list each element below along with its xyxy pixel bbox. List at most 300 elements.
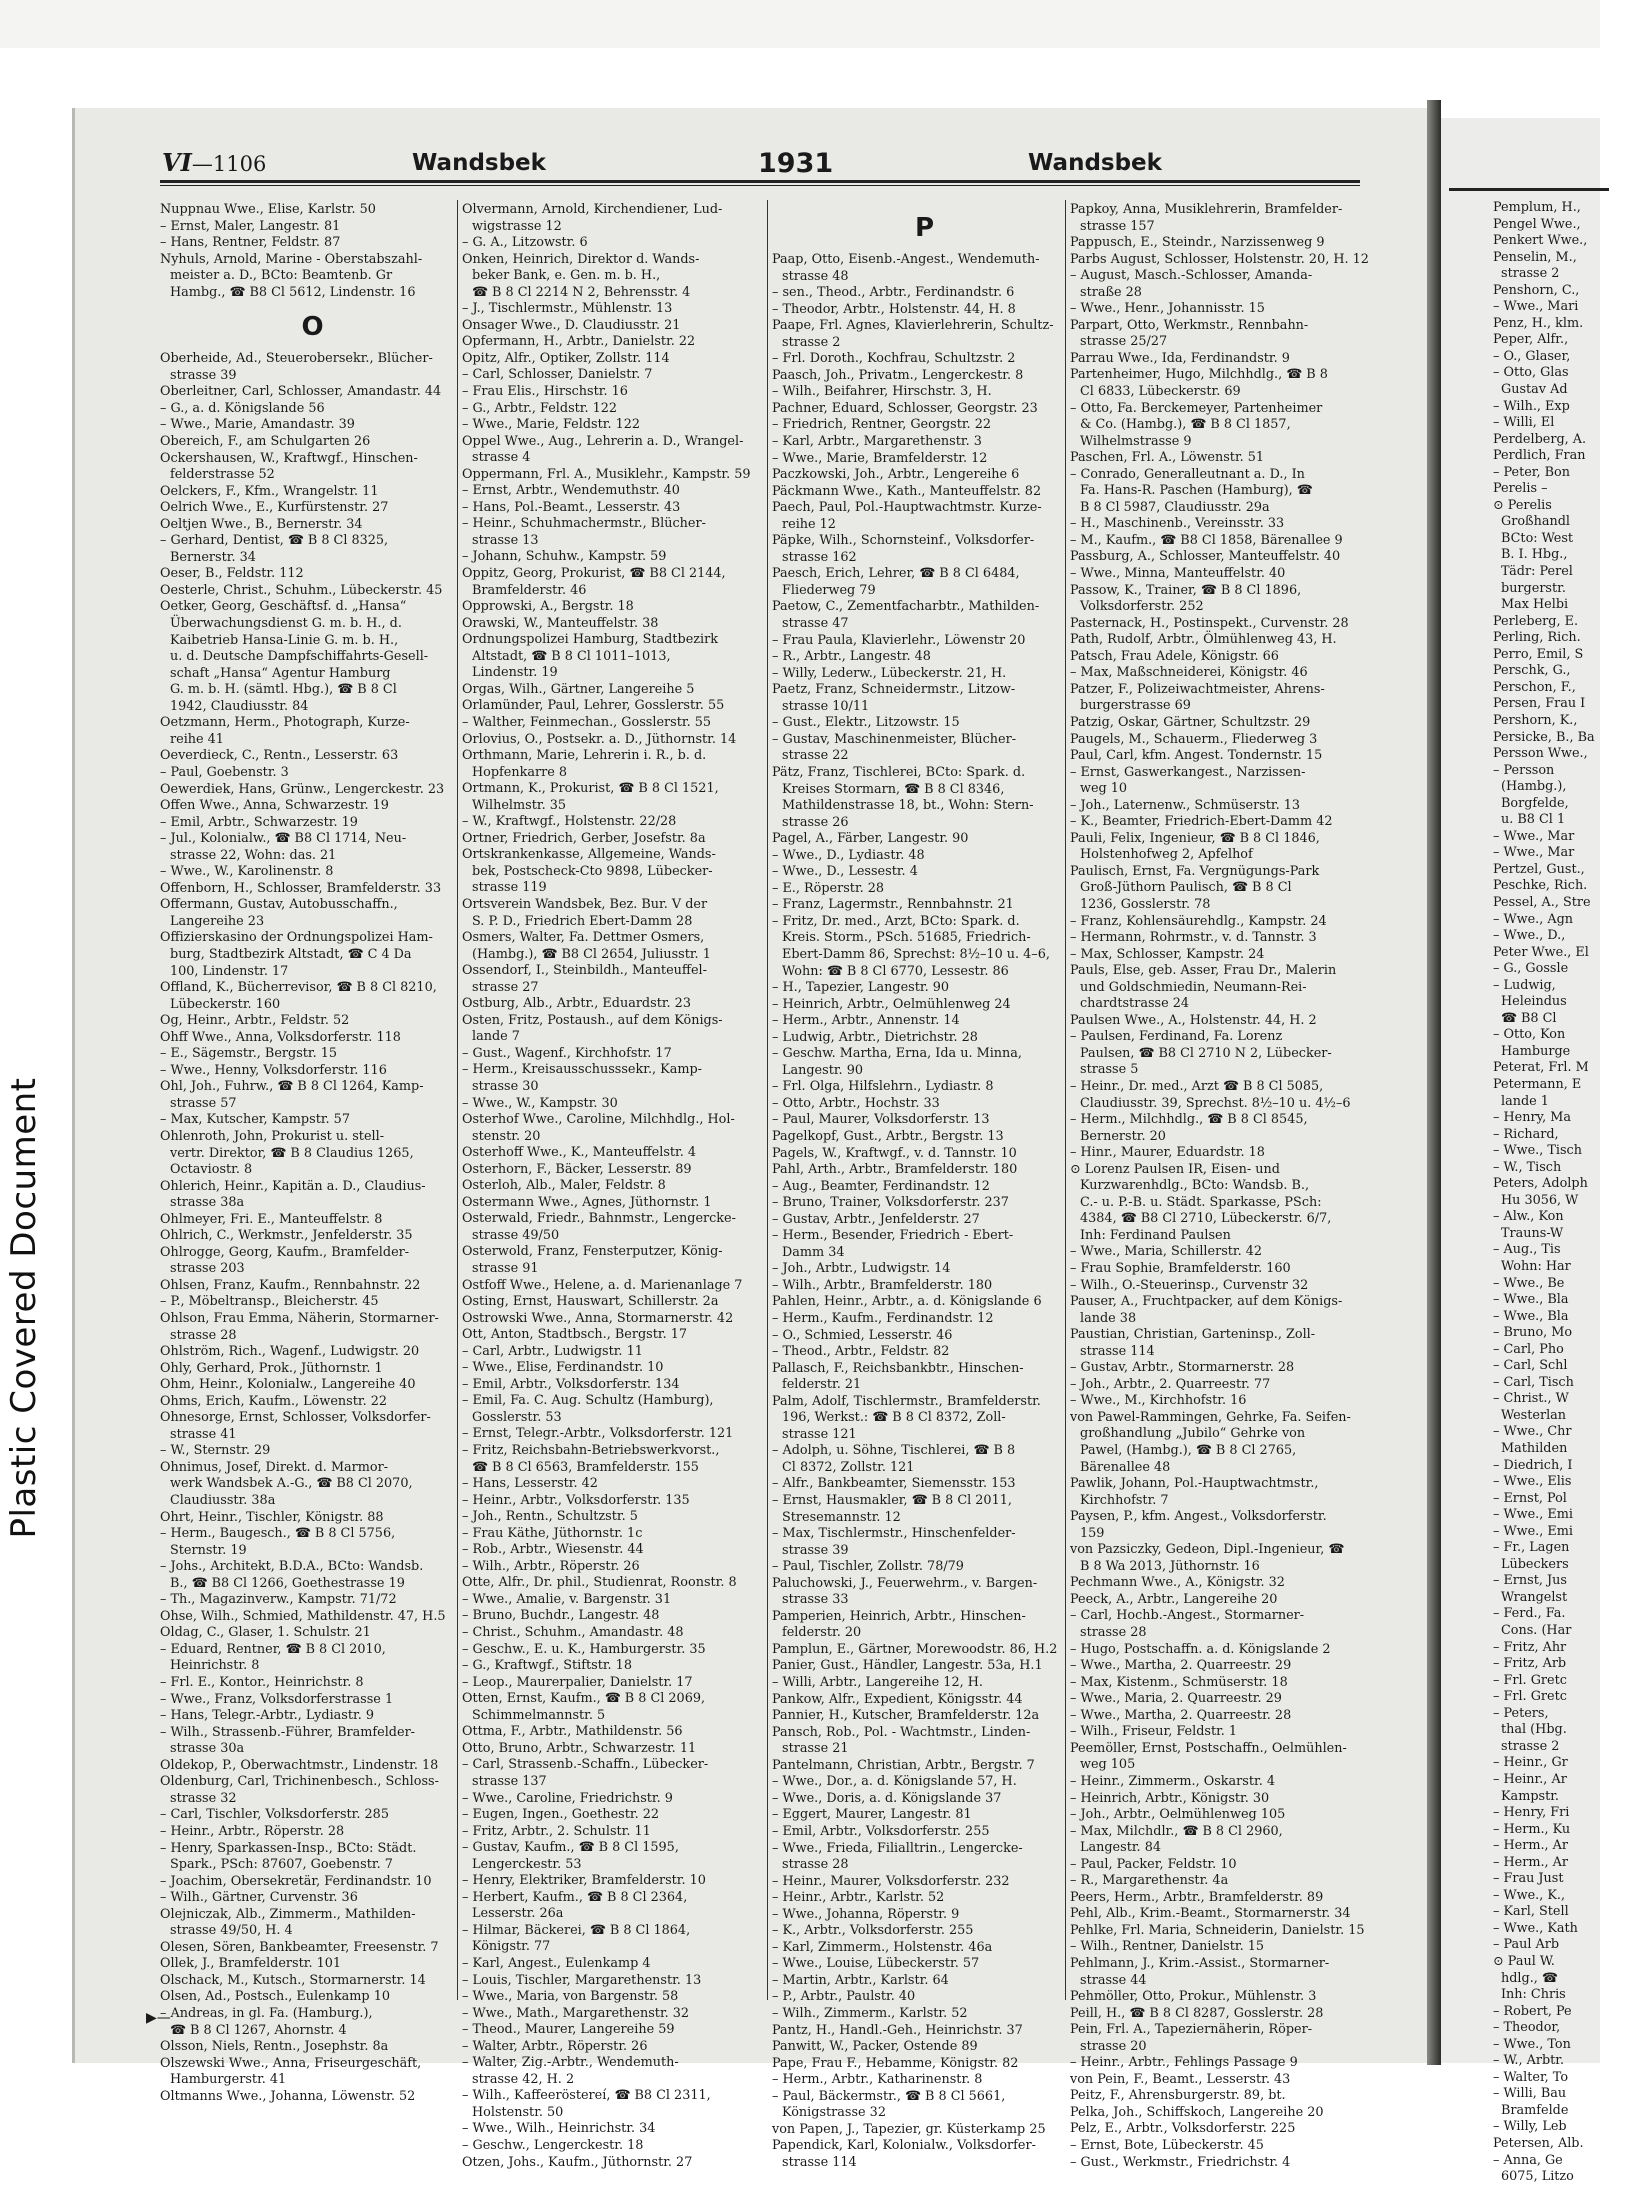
- directory-entry: Offizierskasino der Ordnungspolizei Ham-: [160, 930, 433, 946]
- directory-entry: Altstadt, ☎ B 8 Cl 1011–1013,: [472, 648, 671, 664]
- adjacent-entry: Borgfelde,: [1501, 795, 1569, 811]
- directory-entry: und Goldschmiedin, Neumann-Rei-: [1080, 979, 1307, 995]
- directory-entry: Paetow, C., Zementfacharbtr., Mathilden-: [772, 599, 1040, 615]
- adjacent-entry: Bramfelde: [1501, 2102, 1569, 2118]
- adjacent-entry: – Henry, Ma: [1493, 1110, 1571, 1126]
- adjacent-entry: Westerlan: [1501, 1407, 1567, 1423]
- directory-entry: Ostermann Wwe., Agnes, Jüthornstr. 1: [462, 1194, 712, 1210]
- adjacent-entry: Peper, Alfr.,: [1493, 332, 1569, 348]
- directory-entry: Paap, Otto, Eisenb.-Angest., Wendemuth-: [772, 252, 1040, 267]
- directory-entry: Papkoy, Anna, Musiklehrerin, Bramfelder-: [1070, 202, 1343, 217]
- directory-entry: Oewerdiek, Hans, Grünw., Lengerckestr. 23: [160, 781, 445, 797]
- directory-entry: u. d. Deutsche Dampfschiffahrts-Gesell-: [170, 649, 429, 665]
- adjacent-entry: Persen, Frau I: [1493, 696, 1586, 712]
- adjacent-entry: Pessel, A., Stre: [1493, 894, 1591, 910]
- directory-entry: – Paul, Tischler, Zollstr. 78/79: [772, 1559, 964, 1575]
- directory-entry: – Heinrich, Arbtr., Oelmühlenweg 24: [772, 996, 1011, 1012]
- side-label: Plastic Covered Document: [4, 1077, 44, 1539]
- directory-entry: – Herm., Baugesch., ☎ B 8 Cl 5756,: [160, 1526, 396, 1542]
- directory-entry: – Paul, Packer, Feldstr. 10: [1070, 1856, 1237, 1872]
- directory-entry: strasse 39: [782, 1542, 849, 1558]
- directory-entry: 4384, ☎ B8 Cl 2710, Lübeckerstr. 6/7,: [1080, 1211, 1332, 1227]
- directory-entry: – Adolph, u. Söhne, Tischlerei, ☎ B 8: [772, 1443, 1016, 1459]
- directory-column-4: [1070, 202, 1375, 2171]
- directory-entry: – Paul, Maurer, Volksdorferstr. 13: [772, 1112, 990, 1128]
- adjacent-entry: – Wwe., Emi: [1493, 1507, 1573, 1523]
- directory-entry: strasse 49/50: [472, 1227, 560, 1243]
- directory-entry: Überwachungsdienst G. m. b. H., d.: [170, 616, 402, 632]
- directory-entry: Olejniczak, Alb., Zimmerm., Mathilden-: [160, 1906, 416, 1922]
- directory-entry: – Hilmar, Bäckerei, ☎ B 8 Cl 1864,: [462, 1922, 691, 1938]
- adjacent-entry: – Fr., Lagen: [1493, 1540, 1570, 1556]
- directory-entry: strasse 28: [782, 1857, 849, 1873]
- directory-entry: strasse 41: [170, 1426, 237, 1442]
- directory-entry: – Max, Schlosser, Kampstr. 24: [1070, 946, 1265, 962]
- adjacent-entry: – Wwe., Ton: [1493, 2036, 1571, 2052]
- directory-entry: strasse 22, Wohn: das. 21: [170, 847, 337, 863]
- directory-entry: – Max, Milchdlr., ☎ B 8 Cl 2960,: [1070, 1823, 1283, 1839]
- directory-entry: – Heinr., Maurer, Volksdorferstr. 232: [772, 1873, 1010, 1889]
- adjacent-entry: – Aug., Tis: [1493, 1242, 1561, 1258]
- directory-entry: Paul, Carl, kfm. Angest. Tondernstr. 15: [1070, 748, 1323, 764]
- directory-entry: Ostburg, Alb., Arbtr., Eduardstr. 23: [462, 996, 691, 1012]
- directory-entry: – Hans, Telegr.-Arbtr., Lydiastr. 9: [160, 1708, 374, 1724]
- directory-entry: Parrau Wwe., Ida, Ferdinandstr. 9: [1070, 350, 1290, 366]
- adjacent-entry: Kampstr.: [1501, 1788, 1560, 1804]
- header-city-right: Wandsbek: [1028, 150, 1162, 176]
- directory-column-3: [772, 202, 1077, 2171]
- directory-entry: Volksdorferstr. 252: [1080, 599, 1204, 615]
- adjacent-entry: Penselin, M.,: [1493, 249, 1577, 265]
- directory-entry: – Gustav, Kaufm., ☎ B 8 Cl 1595,: [462, 1840, 679, 1856]
- adjacent-entry: – Persson: [1493, 762, 1555, 778]
- adjacent-entry: – Wwe., Bla: [1493, 1292, 1569, 1308]
- directory-entry: Cl 6833, Lübeckerstr. 69: [1080, 384, 1241, 400]
- adjacent-entry: – Fritz, Ahr: [1493, 1639, 1567, 1655]
- directory-entry: Pauli, Felix, Ingenieur, ☎ B 8 Cl 1846,: [1070, 830, 1320, 846]
- directory-entry: Ortskrankenkasse, Allgemeine, Wands-: [462, 847, 716, 863]
- directory-entry: Claudiusstr. 38a: [170, 1493, 276, 1509]
- adjacent-entry: – Ludwig,: [1493, 977, 1556, 993]
- directory-entry: reihe 41: [170, 731, 224, 747]
- adjacent-entry: Wrangelst: [1501, 1589, 1568, 1605]
- directory-entry: – Louis, Tischler, Margarethenstr. 13: [462, 1972, 702, 1988]
- directory-entry: Osting, Ernst, Hauswart, Schillerstr. 2a: [462, 1294, 719, 1310]
- directory-entry: strasse 57: [170, 1095, 237, 1111]
- directory-entry: Ohlström, Rich., Wagenf., Ludwigstr. 20: [160, 1344, 420, 1360]
- adjacent-header-rule: [1449, 188, 1609, 191]
- directory-entry: werk Wandsbek A.-G., ☎ B8 Cl 2070,: [170, 1476, 413, 1492]
- directory-entry: strasse 27: [472, 979, 539, 995]
- directory-entry: – G., a. d. Königslande 56: [160, 400, 325, 416]
- directory-entry: – Hinr., Maurer, Eduardstr. 18: [1070, 1145, 1265, 1161]
- adjacent-entry: – W., Tisch: [1493, 1159, 1562, 1175]
- directory-entry: – Gust., Wagenf., Kirchhofstr. 17: [462, 1045, 672, 1061]
- directory-entry: Hamburgerstr. 41: [170, 2072, 287, 2088]
- directory-entry: – Ernst, Arbtr., Wendemuthstr. 40: [462, 483, 680, 499]
- directory-entry: – Paulsen, Ferdinand, Fa. Lorenz: [1070, 1029, 1283, 1045]
- directory-entry: Holstenstr. 50: [472, 2104, 564, 2120]
- directory-entry: Path, Rudolf, Arbtr., Ölmühlenweg 43, H.: [1070, 632, 1337, 648]
- adjacent-entry: – Anna, Ge: [1493, 2152, 1563, 2168]
- directory-entry: Og, Heinr., Arbtr., Feldstr. 52: [160, 1013, 350, 1029]
- directory-entry: B 8 Wa 2013, Jüthornstr. 16: [1080, 1558, 1260, 1574]
- adjacent-entry: – Heinr., Gr: [1493, 1755, 1568, 1771]
- directory-entry: Ortner, Friedrich, Gerber, Josefstr. 8a: [462, 830, 706, 846]
- directory-entry: – Heinr., Schuhmachermstr., Blücher-: [462, 516, 706, 532]
- directory-entry: – Joh., Arbtr., Ludwigstr. 14: [772, 1261, 951, 1277]
- adjacent-entry: Mathilden: [1501, 1441, 1568, 1457]
- directory-entry: B., ☎ B8 Cl 1266, Goethestrasse 19: [170, 1575, 405, 1591]
- directory-entry: Oeltjen Wwe., B., Bernerstr. 34: [160, 516, 363, 532]
- directory-entry: Wohn: ☎ B 8 Cl 6770, Lessestr. 86: [782, 963, 1009, 979]
- directory-entry: strasse 33: [782, 1592, 849, 1608]
- directory-entry: – Emil, Arbtr., Schwarzestr. 19: [160, 814, 358, 830]
- directory-entry: Pagelkopf, Gust., Arbtr., Bergstr. 13: [772, 1128, 1004, 1144]
- directory-entry: 100, Lindenstr. 17: [170, 963, 289, 979]
- directory-entry: – Henry, Sparkassen-Insp., BCto: Städt.: [160, 1840, 417, 1856]
- adjacent-entry: Trauns-W: [1501, 1225, 1564, 1241]
- directory-entry: Pehmöller, Otto, Prokur., Mühlenstr. 3: [1070, 1989, 1317, 2005]
- directory-entry: – K., Arbtr., Volksdorferstr. 255: [772, 1923, 974, 1939]
- directory-entry: – Eugen, Ingen., Goethestr. 22: [462, 1807, 659, 1823]
- directory-entry: – Hans, Rentner, Feldstr. 87: [160, 235, 341, 251]
- directory-entry: strasse 20: [1080, 2038, 1147, 2054]
- directory-entry: strasse 162: [782, 549, 857, 565]
- directory-entry: Pelka, Joh., Schiffskoch, Langereihe 20: [1070, 2104, 1324, 2120]
- directory-entry: stenstr. 20: [472, 1128, 541, 1144]
- directory-entry: Ossendorf, I., Steinbildh., Manteuffel-: [462, 963, 707, 979]
- directory-entry: Peemöller, Ernst, Postschaffn., Oelmühlen-: [1070, 1740, 1347, 1756]
- directory-entry: Ollek, J., Bramfelderstr. 101: [160, 1956, 342, 1972]
- directory-entry: Octaviostr. 8: [170, 1162, 253, 1178]
- directory-entry: Oeverdieck, C., Rentn., Lesserstr. 63: [160, 748, 399, 764]
- directory-entry: Ohlsen, Franz, Kaufm., Rennbahnstr. 22: [160, 1277, 421, 1293]
- adjacent-entry: – Frl. Gretc: [1493, 1689, 1567, 1705]
- directory-column-1: [160, 202, 465, 2105]
- directory-entry: Peitz, F., Ahrensburgerstr. 89, bt.: [1070, 2088, 1286, 2104]
- directory-entry: – Wilh., Arbtr., Röperstr. 26: [462, 1558, 640, 1574]
- directory-entry: – Wwe., Amalie, v. Bargenstr. 31: [462, 1591, 672, 1607]
- adjacent-entry: Inh: Chris: [1501, 1987, 1566, 2003]
- directory-entry: Pawel, (Hambg.), ☎ B 8 Cl 2765,: [1080, 1443, 1297, 1459]
- directory-entry: Oppitz, Georg, Prokurist, ☎ B8 Cl 2144,: [462, 566, 726, 582]
- directory-entry: Pätz, Franz, Tischlerei, BCto: Spark. d.: [772, 764, 1026, 780]
- directory-entry: strasse 91: [472, 1261, 539, 1276]
- directory-entry: – Karl, Zimmerm., Holstenstr. 46a: [772, 1939, 993, 1955]
- directory-entry: vertr. Direktor, ☎ B 8 Claudius 1265,: [170, 1145, 414, 1161]
- directory-entry: – Friedrich, Rentner, Georgstr. 22: [772, 417, 991, 433]
- adjacent-entry: Penshorn, C.,: [1493, 282, 1580, 298]
- directory-entry: Palm, Adolf, Tischlermstr., Bramfelderstr.: [772, 1393, 1041, 1409]
- directory-entry: – Fritz, Arbtr., 2. Schulstr. 11: [462, 1823, 651, 1839]
- adjacent-entry: – Ernst, Jus: [1493, 1573, 1567, 1589]
- directory-entry: strasse 157: [1080, 218, 1155, 234]
- directory-entry: – Wilh., Zimmerm., Karlstr. 52: [772, 2005, 968, 2021]
- directory-entry: – Heinr., Arbtr., Volksdorferstr. 135: [462, 1492, 690, 1508]
- adjacent-entry: – Bruno, Mo: [1493, 1325, 1573, 1341]
- directory-entry: strasse 32: [170, 1790, 237, 1806]
- directory-entry: (Hambg.), ☎ B8 Cl 2654, Juliusstr. 1: [472, 946, 711, 962]
- directory-entry: felderstr. 20: [782, 1625, 862, 1641]
- adjacent-entry: Perschon, F.,: [1493, 679, 1576, 695]
- directory-entry: von Pawel-Rammingen, Gehrke, Fa. Seifen-: [1070, 1409, 1351, 1425]
- directory-entry: – G., Arbtr., Feldstr. 122: [462, 400, 618, 416]
- directory-entry: Kreis. Storm., PSch. 51685, Friedrich-: [782, 930, 1031, 946]
- directory-entry: Gosslerstr. 53: [472, 1409, 562, 1425]
- header-year: 1931: [758, 148, 834, 179]
- directory-entry: Wilhelmstr. 35: [472, 797, 566, 813]
- adjacent-entry: Peschke, Rich.: [1493, 878, 1588, 894]
- directory-entry: – Joh., Arbtr., Oelmühlenweg 105: [1070, 1807, 1286, 1823]
- adjacent-entry: – Ernst, Pol: [1493, 1490, 1567, 1506]
- directory-entry: Osterwold, Franz, Fensterputzer, König-: [462, 1244, 723, 1260]
- directory-entry: – Aug., Beamter, Ferdinandstr. 12: [772, 1178, 990, 1194]
- adjacent-entry: burgerstr.: [1501, 580, 1566, 596]
- directory-entry: – P., Arbtr., Paulstr. 40: [772, 1989, 916, 2005]
- directory-entry: Bernerstr. 20: [1080, 1128, 1166, 1144]
- directory-entry: – Wwe., Wilh., Heinrichstr. 34: [462, 2121, 656, 2137]
- directory-entry: Offenborn, H., Schlosser, Bramfelderstr. 33: [160, 880, 442, 896]
- adjacent-entry: ☎ B8 Cl: [1501, 1010, 1557, 1026]
- directory-entry: Partenheimer, Hugo, Milchhdlg., ☎ B 8: [1070, 367, 1328, 383]
- directory-entry: Peers, Herm., Arbtr., Bramfelderstr. 89: [1070, 1889, 1324, 1905]
- directory-entry: – Heinrich, Arbtr., Königstr. 30: [1070, 1790, 1270, 1806]
- directory-entry: strasse 30: [472, 1078, 539, 1094]
- directory-entry: Pehlke, Frl. Maria, Schneiderin, Danielstr. 15: [1070, 1922, 1365, 1938]
- directory-entry: – Heinr., Zimmerm., Oskarstr. 4: [1070, 1773, 1275, 1789]
- header-city-left: Wandsbek: [412, 150, 546, 176]
- directory-entry: – Frau Sophie, Bramfelderstr. 160: [1070, 1261, 1291, 1276]
- directory-entry: Osmers, Walter, Fa. Dettmer Osmers,: [462, 930, 705, 946]
- adjacent-entry: – Wilh., Exp: [1493, 398, 1570, 414]
- directory-entry: Otzen, Johs., Kaufm., Jüthornstr. 27: [462, 2154, 693, 2170]
- directory-entry: – Wilh., Strassenb.-Führer, Bramfelder-: [160, 1724, 416, 1740]
- directory-entry: Kaibetrieb Hansa-Linie G. m. b. H.,: [170, 632, 399, 648]
- directory-entry: Pankow, Alfr., Expedient, Königsstr. 44: [772, 1691, 1023, 1707]
- adjacent-entry: – Wwe., Tisch: [1493, 1143, 1582, 1159]
- page-number-value: —1106: [191, 152, 267, 176]
- directory-entry: – Theodor, Arbtr., Holstenstr. 44, H. 8: [772, 301, 1016, 317]
- adjacent-entry: hdlg., ☎: [1501, 1970, 1558, 1986]
- roman-volume: VI: [162, 148, 192, 177]
- adjacent-entry: u. B8 Cl 1: [1501, 812, 1566, 828]
- adjacent-entry: Pengel Wwe.,: [1493, 216, 1581, 232]
- directory-entry: – O., Schmied, Lesserstr. 46: [772, 1327, 953, 1343]
- directory-entry: – Herm., Milchhdlg., ☎ B 8 Cl 8545,: [1070, 1112, 1308, 1128]
- directory-entry: – Wwe., Johanna, Röperstr. 9: [772, 1906, 960, 1922]
- directory-entry: strasse 22: [782, 748, 849, 764]
- adjacent-entry: – Otto, Glas: [1493, 365, 1569, 381]
- section-letter: P: [914, 213, 935, 243]
- directory-entry: strasse 28: [170, 1327, 237, 1343]
- adjacent-entry: – Peters,: [1493, 1705, 1549, 1721]
- directory-entry: – Wwe., Doris, a. d. Königslande 37: [772, 1790, 1002, 1806]
- directory-entry: – Wwe., Marie, Bramfelderstr. 12: [772, 450, 988, 466]
- directory-entry: Pappusch, E., Steindr., Narzissenweg 9: [1070, 235, 1325, 251]
- directory-entry: 1236, Gosslerstr. 78: [1080, 896, 1211, 912]
- directory-entry: – Carl, Strassenb.-Schaffn., Lübecker-: [462, 1757, 709, 1773]
- adjacent-entry: – Herm., Ar: [1493, 1838, 1569, 1854]
- adjacent-entry: Petersen, Alb.: [1493, 2135, 1584, 2151]
- directory-entry: – Wwe., D., Lydiastr. 48: [772, 847, 925, 863]
- directory-entry: – Wilh., Arbtr., Bramfelderstr. 180: [772, 1277, 993, 1293]
- directory-entry: – Frl. E., Kontor., Heinrichstr. 8: [160, 1675, 364, 1691]
- adjacent-entry: Pershorn, K.,: [1493, 712, 1578, 728]
- directory-entry: – Theod., Maurer, Langereihe 59: [462, 2022, 675, 2038]
- directory-entry: Langereihe 23: [170, 913, 265, 929]
- directory-entry: strasse 39: [170, 367, 237, 383]
- directory-entry: Osterwald, Friedr., Bahnmstr., Lengercke-: [462, 1211, 736, 1227]
- directory-entry: strasse 13: [472, 532, 539, 548]
- directory-entry: weg 10: [1080, 781, 1128, 797]
- directory-entry: – H., Maschinenb., Vereinsstr. 33: [1070, 516, 1285, 532]
- directory-entry: – Carl, Schlosser, Danielstr. 7: [462, 367, 653, 383]
- directory-entry: – Theod., Arbtr., Feldstr. 82: [772, 1344, 950, 1360]
- directory-entry: – Wilh., Kaffeeröstereí, ☎ B8 Cl 2311,: [462, 2088, 711, 2104]
- directory-entry: – Frau Käthe, Jüthornstr. 1c: [462, 1525, 643, 1541]
- adjacent-entry: B. I. Hbg.,: [1501, 547, 1568, 563]
- adjacent-entry: – Wwe., Chr: [1493, 1424, 1572, 1440]
- directory-entry: Wilhelmstrasse 9: [1080, 433, 1192, 449]
- directory-entry: – Herm., Arbtr., Katharinenstr. 8: [772, 2072, 983, 2088]
- directory-entry: Pauls, Else, geb. Asser, Frau Dr., Malerin: [1070, 963, 1337, 979]
- directory-entry: Ohlrogge, Georg, Kaufm., Bramfelder-: [160, 1244, 410, 1260]
- directory-entry: Otto, Bruno, Arbtr., Schwarzestr. 11: [462, 1740, 697, 1756]
- directory-entry: – Max, Kistenm., Schmüserstr. 18: [1070, 1674, 1288, 1690]
- directory-entry: Pantelmann, Christian, Arbtr., Bergstr. 7: [772, 1757, 1035, 1773]
- adjacent-entry: Peter Wwe., El: [1493, 944, 1589, 960]
- directory-entry: – Wwe., Martha, 2. Quarreestr. 28: [1070, 1707, 1292, 1723]
- adjacent-entry: Pemplum, H.,: [1493, 200, 1581, 215]
- directory-entry: Olvermann, Arnold, Kirchendiener, Lud-: [462, 202, 723, 217]
- directory-entry: bek, Postscheck-Cto 9898, Lübecker-: [472, 863, 713, 879]
- directory-entry: Ebert-Damm 86, Sprechst: 8½–10 u. 4–6,: [782, 946, 1050, 962]
- directory-entry: strasse 42, H. 2: [472, 2071, 575, 2087]
- directory-entry: Ohff Wwe., Anna, Volksdorferstr. 118: [160, 1029, 401, 1045]
- directory-entry: Pape, Frau F., Hebamme, Königstr. 82: [772, 2055, 1019, 2071]
- directory-entry: Offermann, Gustav, Autobusschaffn.,: [160, 897, 398, 913]
- directory-entry: – Wilh., O.-Steuerinsp., Curvenstr 32: [1070, 1277, 1309, 1293]
- directory-entry: strasse 114: [1080, 1343, 1155, 1359]
- directory-entry: Nyhuls, Arnold, Marine - Oberstabszahl-: [160, 251, 423, 267]
- directory-entry: Patzig, Oskar, Gärtner, Schultzstr. 29: [1070, 714, 1311, 730]
- directory-entry: – Walter, Zig.-Arbtr., Wendemuth-: [462, 2055, 679, 2071]
- directory-entry: Lesserstr. 26a: [472, 1906, 564, 1922]
- directory-entry: – Ernst, Gaswerkangest., Narzissen-: [1070, 764, 1306, 780]
- directory-entry: Parbs August, Schlosser, Holstenstr. 20, H. 12: [1070, 251, 1369, 267]
- adjacent-page-entries: [1493, 200, 1633, 2186]
- directory-entry: – Conrado, Generalleutnant a. D., In: [1070, 466, 1305, 482]
- directory-entry: – Wwe., Marie, Amandastr. 39: [160, 417, 355, 433]
- bottom-mark: ▶—: [146, 2010, 171, 2026]
- directory-entry: schaft „Hansa“ Agentur Hamburg: [170, 665, 391, 681]
- directory-entry: – W., Sternstr. 29: [160, 1443, 271, 1459]
- directory-entry: strasse 28: [1080, 1625, 1147, 1641]
- directory-entry: strasse 121: [782, 1426, 857, 1442]
- directory-entry: Olsson, Niels, Rentn., Josephstr. 8a: [160, 2039, 389, 2055]
- directory-entry: – Joh., Arbtr., 2. Quarreestr. 77: [1070, 1376, 1271, 1392]
- adjacent-entry: Max Helbi: [1501, 597, 1569, 613]
- directory-entry: – Willi, Arbtr., Langereihe 12, H.: [772, 1675, 983, 1691]
- directory-entry: Osterhof Wwe., Caroline, Milchhdlg., Hol-: [462, 1112, 735, 1128]
- adjacent-entry: – Robert, Pe: [1493, 2003, 1572, 2019]
- adjacent-entry: – Carl, Pho: [1493, 1341, 1564, 1357]
- directory-entry: – Karl, Angest., Eulenkamp 4: [462, 1955, 651, 1971]
- directory-entry: ⊙ Lorenz Paulsen IR, Eisen- und: [1070, 1161, 1280, 1177]
- directory-entry: Cl 8372, Zollstr. 121: [782, 1459, 915, 1475]
- directory-entry: von Pein, F., Beamt., Lesserstr. 43: [1070, 2071, 1291, 2087]
- column-divider: [767, 200, 768, 2000]
- directory-entry: Lengerckestr. 53: [472, 1856, 582, 1872]
- directory-entry: strasse 137: [472, 1773, 547, 1789]
- directory-entry: felderstrasse 52: [170, 467, 275, 483]
- directory-entry: strasse 38a: [170, 1195, 245, 1211]
- adjacent-entry: – W., Arbtr.: [1493, 2053, 1565, 2069]
- directory-entry: Pachner, Eduard, Schlosser, Georgstr. 23: [772, 400, 1038, 416]
- directory-entry: Paluchowski, J., Feuerwehrm., v. Bargen-: [772, 1575, 1038, 1591]
- adjacent-entry: Perelis –: [1493, 481, 1548, 497]
- directory-entry: Ott, Anton, Stadtbsch., Bergstr. 17: [462, 1327, 687, 1343]
- directory-entry: – J., Tischlermstr., Mühlenstr. 13: [462, 301, 673, 317]
- adjacent-entry: – Frl. Gretc: [1493, 1672, 1567, 1688]
- directory-entry: – G., Kraftwgf., Stiftstr. 18: [462, 1658, 632, 1674]
- directory-entry: – Wilh., Gärtner, Curvenstr. 36: [160, 1890, 358, 1906]
- adjacent-entry: Peterat, Frl. M: [1493, 1060, 1589, 1076]
- directory-entry: – E., Sägemstr., Bergstr. 15: [160, 1046, 338, 1062]
- directory-entry: Lindenstr. 19: [472, 665, 558, 681]
- adjacent-entry: strasse 2: [1501, 1738, 1560, 1754]
- directory-entry: – Wwe., Henny, Volksdorferstr. 116: [160, 1062, 387, 1078]
- directory-entry: Stresemannstr. 12: [782, 1509, 901, 1525]
- directory-entry: – Hans, Lesserstr. 42: [462, 1476, 598, 1492]
- directory-entry: Paulsen, ☎ B8 Cl 2710 N 2, Lübecker-: [1080, 1045, 1332, 1061]
- adjacent-entry: – Richard,: [1493, 1126, 1559, 1142]
- directory-entry: Heinrichstr. 8: [170, 1658, 260, 1674]
- directory-entry: Hopfenkarre 8: [472, 764, 568, 780]
- directory-entry: – Alfr., Bankbeamter, Siemensstr. 153: [772, 1476, 1016, 1492]
- directory-entry: Orthmann, Marie, Lehrerin i. R., b. d.: [462, 748, 707, 764]
- directory-entry: beker Bank, e. Gen. m. b. H.,: [472, 268, 661, 284]
- directory-entry: chardtstrasse 24: [1080, 996, 1190, 1012]
- adjacent-entry: – G., Gossle: [1493, 961, 1569, 977]
- directory-entry: Papendick, Karl, Kolonialw., Volksdorfer-: [772, 2138, 1036, 2154]
- directory-entry: Ohrt, Heinr., Tischler, Königstr. 88: [160, 1509, 384, 1525]
- directory-entry: – Emil, Arbtr., Volksdorferstr. 134: [462, 1376, 680, 1392]
- directory-entry: – Jul., Kolonialw., ☎ B8 Cl 1714, Neu-: [160, 831, 407, 847]
- directory-entry: felderstr. 21: [782, 1377, 862, 1393]
- directory-entry: Oldekop, P., Oberwachtmstr., Lindenstr. 18: [160, 1757, 439, 1773]
- directory-entry: – Heinr., Arbtr., Karlstr. 52: [772, 1890, 945, 1906]
- directory-entry: Oberleitner, Carl, Schlosser, Amandastr. 44: [160, 384, 442, 400]
- directory-entry: Parpart, Otto, Werkmstr., Rennbahn-: [1070, 317, 1309, 333]
- directory-entry: – Rob., Arbtr., Wiesenstr. 44: [462, 1542, 644, 1558]
- directory-entry: – Hugo, Postschaffn. a. d. Königslande 2: [1070, 1641, 1331, 1657]
- directory-entry: Paulisch, Ernst, Fa. Vergnügungs-Park: [1070, 863, 1320, 879]
- adjacent-entry: – Peter, Bon: [1493, 464, 1570, 480]
- directory-entry: Ohms, Erich, Kaufm., Löwenstr. 22: [160, 1393, 387, 1409]
- directory-entry: Oppermann, Frl. A., Musiklehr., Kampstr. 59: [462, 466, 751, 482]
- directory-entry: – Paul, Bäckermstr., ☎ B 8 Cl 5661,: [772, 2088, 1006, 2104]
- directory-entry: meister a. D., BCto: Beamtenb. Gr: [170, 268, 393, 284]
- adjacent-entry: – Frau Just: [1493, 1871, 1564, 1887]
- directory-entry: Spark., PSch: 87607, Goebenstr. 7: [170, 1857, 393, 1873]
- directory-entry: – Andreas, in gl. Fa. (Hamburg.),: [160, 2005, 373, 2021]
- adjacent-entry: – Herm., Ku: [1493, 1821, 1571, 1837]
- adjacent-entry: – Diedrich, I: [1493, 1457, 1573, 1473]
- directory-entry: Bernerstr. 34: [170, 549, 256, 565]
- directory-entry: Pehl, Alb., Krim.-Beamt., Stormarnerstr. 34: [1070, 1906, 1351, 1922]
